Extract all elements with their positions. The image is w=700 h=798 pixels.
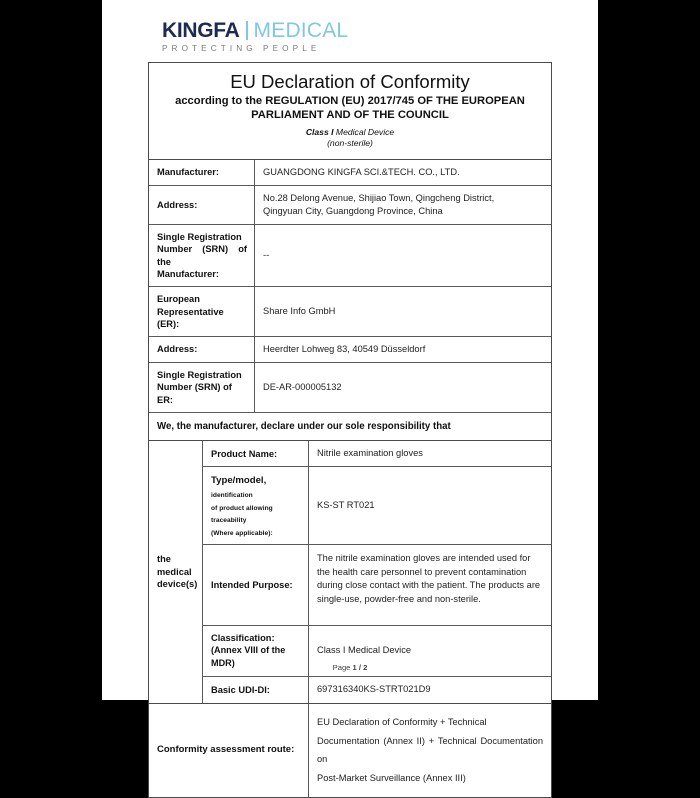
medical-device-side-label: the medical device(s) <box>149 441 203 703</box>
device-class-rest: Medical Device <box>333 127 395 138</box>
sterility-line: (non-sterile) <box>327 138 373 149</box>
page-footer-total: 2 <box>363 663 368 672</box>
logo-tagline: PROTECTING PEOPLE <box>162 44 321 53</box>
logo-brand-text: KINGFA <box>162 19 240 42</box>
kingfa-medical-logo <box>162 20 392 53</box>
table-row <box>149 160 551 186</box>
srn-manufacturer-label-line2: Number (SRN) of the <box>157 244 247 267</box>
declaration-document-frame <box>148 62 552 798</box>
regulation-subtitle <box>159 94 541 122</box>
type-model-label-sub3: (Where applicable): <box>211 529 273 537</box>
device-class-bold: Class I <box>305 127 334 138</box>
type-model-label-main: Type/model, <box>211 475 267 487</box>
document-header <box>149 63 551 160</box>
document-page <box>102 0 598 783</box>
srn-er-label-line1: Single Registration <box>157 370 242 381</box>
manufacturer-address-value <box>255 186 551 224</box>
srn-manufacturer-label <box>149 225 255 286</box>
logo-subbrand-text: MEDICAL <box>253 19 349 42</box>
srn-manufacturer-value: -- <box>263 250 270 261</box>
product-name-value: Nitrile examination gloves <box>317 448 423 459</box>
table-row <box>149 287 551 337</box>
table-row <box>203 467 551 545</box>
manufacturer-address-line1: No.28 Delong Avenue, Shijiao Town, Qingcheng District, <box>263 192 495 203</box>
srn-er-label-line2: Number (SRN) of ER: <box>157 382 232 405</box>
european-representative-label-line1: European <box>157 294 200 305</box>
manufacturer-value: GUANGDONG KINGFA SCI.&TECH. CO., LTD. <box>263 166 460 177</box>
regulation-subtitle-line2: PARLIAMENT AND OF THE COUNCIL <box>251 109 449 122</box>
type-model-label-sub1: identification <box>211 491 253 499</box>
conformity-route-line3: Post-Market Surveillance (Annex III) <box>317 772 466 783</box>
european-representative-value: Share Info GmbH <box>263 306 336 317</box>
srn-er-value: DE-AR-000005132 <box>263 382 342 393</box>
type-model-value: KS-ST RT021 <box>317 500 375 511</box>
srn-manufacturer-label-line1: Single Registration <box>157 232 242 243</box>
page-footer <box>102 663 598 672</box>
page-title: EU Declaration of Conformity <box>230 71 470 92</box>
manufacturer-address-label: Address: <box>149 186 255 224</box>
page-footer-separator: / <box>356 663 364 672</box>
conformity-assessment-section <box>149 704 551 797</box>
intended-purpose-label: Intended Purpose: <box>203 545 309 625</box>
european-representative-label <box>149 287 255 336</box>
conformity-route-label: Conformity assessment route: <box>149 704 309 797</box>
regulation-subtitle-line1: according to the REGULATION (EU) 2017/745 OF THE EUROPEAN <box>175 95 525 108</box>
type-model-label-sub2: of product allowing traceability <box>211 504 273 525</box>
srn-manufacturer-label-line3: Manufacturer: <box>157 268 219 279</box>
manufacturer-label: Manufacturer: <box>149 160 255 185</box>
classification-value: Class I Medical Device <box>317 645 412 656</box>
device-class-line <box>159 127 541 138</box>
declaration-statement: We, the manufacturer, declare under our sole responsibility that <box>149 413 551 441</box>
basic-udi-label: Basic UDI-DI: <box>203 677 309 703</box>
european-representative-label-line2: Representative (ER): <box>157 306 224 329</box>
conformity-route-line2: Documentation (Annex II) + Technical Documentation on <box>317 735 543 765</box>
manufacturer-address-line2: Qingyuan City, Guangdong Province, China <box>263 205 443 216</box>
srn-er-label <box>149 363 255 412</box>
table-row <box>149 337 551 363</box>
table-row <box>203 677 551 703</box>
er-address-label: Address: <box>149 337 255 362</box>
type-model-label <box>203 467 309 544</box>
classification-label-line1: Classification: <box>211 633 275 644</box>
logo-divider <box>246 21 248 40</box>
table-row <box>149 363 551 413</box>
conformity-route-value <box>309 704 551 797</box>
table-row <box>203 441 551 467</box>
conformity-route-line1: EU Declaration of Conformity + Technical <box>317 716 487 727</box>
intended-purpose-value: The nitrile examination gloves are intended used for the health care personnel to prevent contamination during close contact with the patient. The products are single-use, powder-free and non-sterile. <box>317 553 541 604</box>
classification-label-line2: (Annex VIII of the MDR) <box>211 645 286 669</box>
page-footer-current: 1 <box>352 663 357 672</box>
er-address-value: Heerdter Lohweg 83, 40549 Düsseldorf <box>263 344 426 355</box>
table-row <box>149 186 551 225</box>
page-footer-prefix: Page <box>332 663 353 672</box>
table-row <box>203 545 551 626</box>
table-row <box>149 225 551 287</box>
basic-udi-value: 697316340KS-STRT021D9 <box>317 684 431 695</box>
logo-wordmark <box>162 20 392 41</box>
product-name-label: Product Name: <box>203 441 309 466</box>
